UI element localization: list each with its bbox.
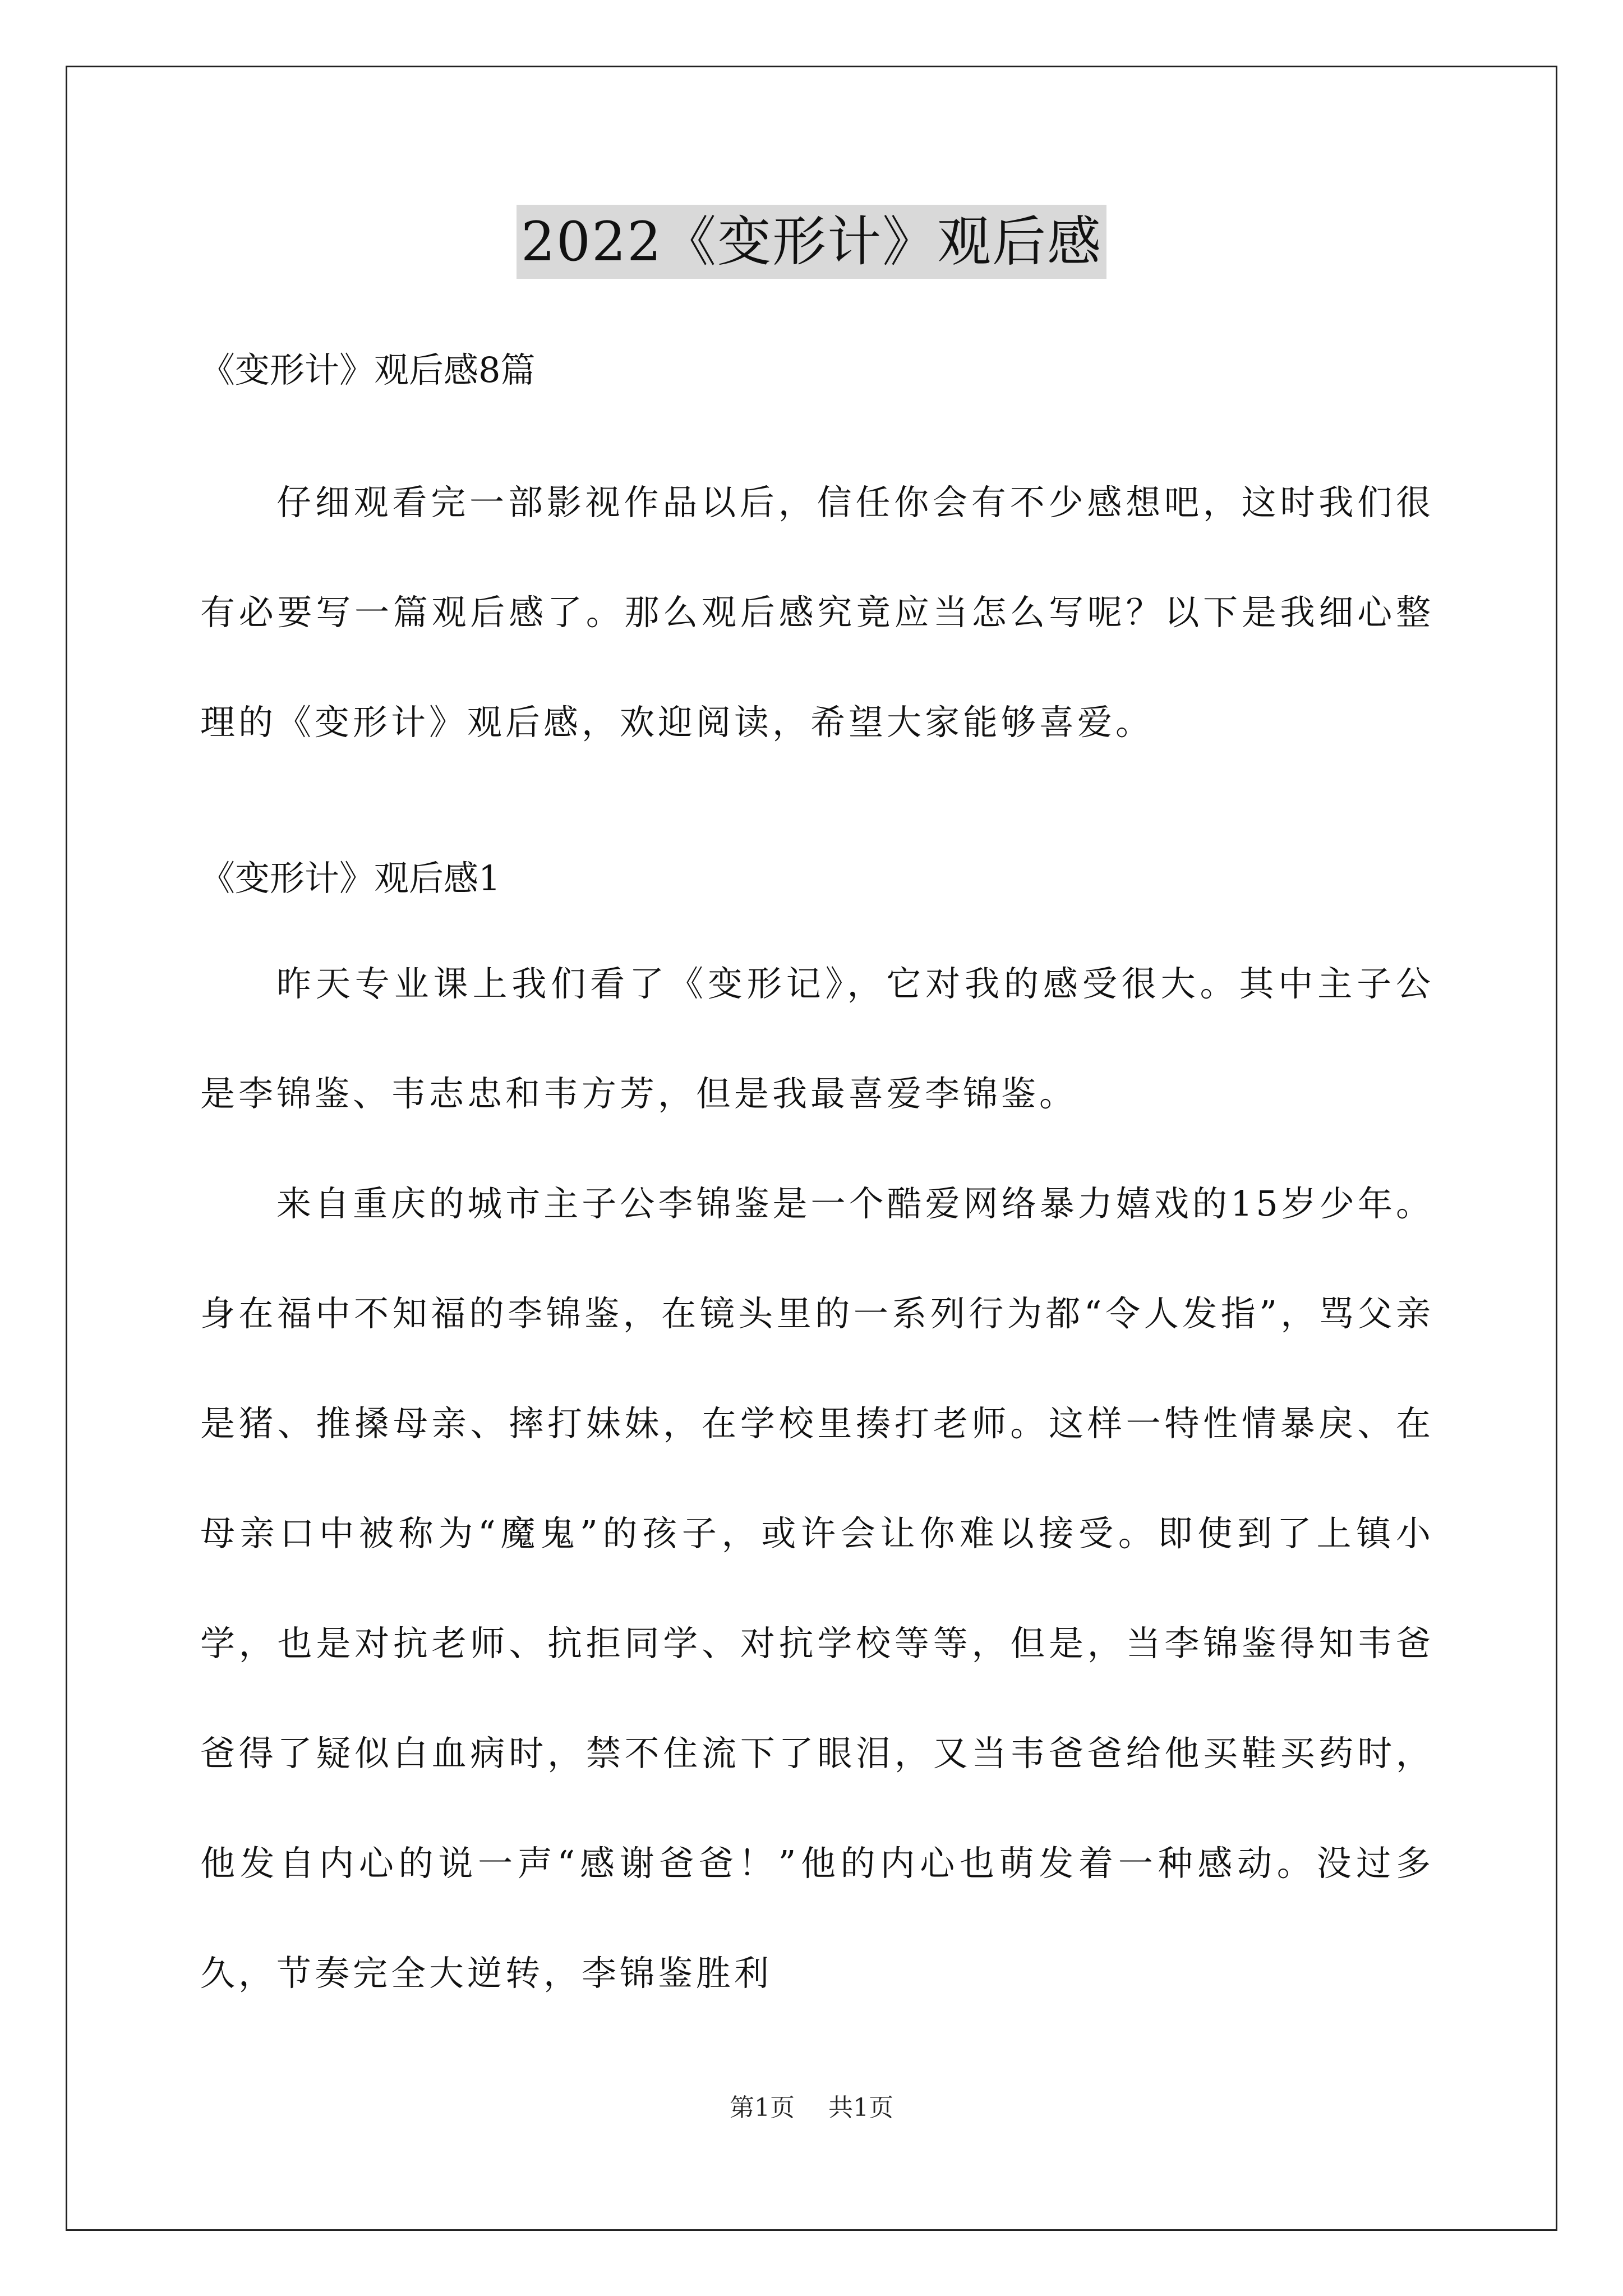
body-paragraph: 来自重庆的城市主子公李锦鉴是一个酷爱网络暴力嬉戏的15岁少年。身在福中不知福的李锦鉴，在镜头里的一系列行为都“令人发指”，骂父亲是猪、推搡母亲、摔打妹妹，在学校里揍打老师。这样一特性情暴戾、在母亲口中被称为“魔鬼”的孩子，或许会让你难以接受。即使到了上镇小学，也是对抗老师、抗拒同学、对抗学校等等，但是，当李锦鉴得知韦爸爸得了疑似白血病时，禁不住流下了眼泪，又当韦爸爸给他买鞋买药时，他发自内心的说一声“感谢爸爸！”他的内心也萌发着一种感动。没过多久，节奏完全大逆转，李锦鉴胜利 [200,1183,1434,1994]
document-subtitle: 《变形计》观后感8篇 [200,349,536,390]
page-number: 第1页 [730,2093,795,2122]
title-container [0,205,1623,279]
intro-paragraph: 仔细观看完一部影视作品以后，信任你会有不少感想吧，这时我们很有必要写一篇观后感了。那么观后感究竟应当怎么写呢？以下是我细心整理的《变形计》观后感，欢迎阅读，希望大家能够喜爱。 [200,482,1434,743]
document-body [200,337,1434,2028]
section-spacer [200,777,1434,845]
page-footer [0,2091,1623,2125]
document-title: 2022《变形计》观后感 [517,205,1106,279]
section-heading: 《变形计》观后感1 [200,858,501,899]
page-total: 共1页 [828,2093,893,2122]
body-paragraph: 昨天专业课上我们看了《变形记》，它对我的感受很大。其中主子公是李锦鉴、韦志忠和韦方芳，但是我最喜爱李锦鉴。 [200,963,1434,1114]
